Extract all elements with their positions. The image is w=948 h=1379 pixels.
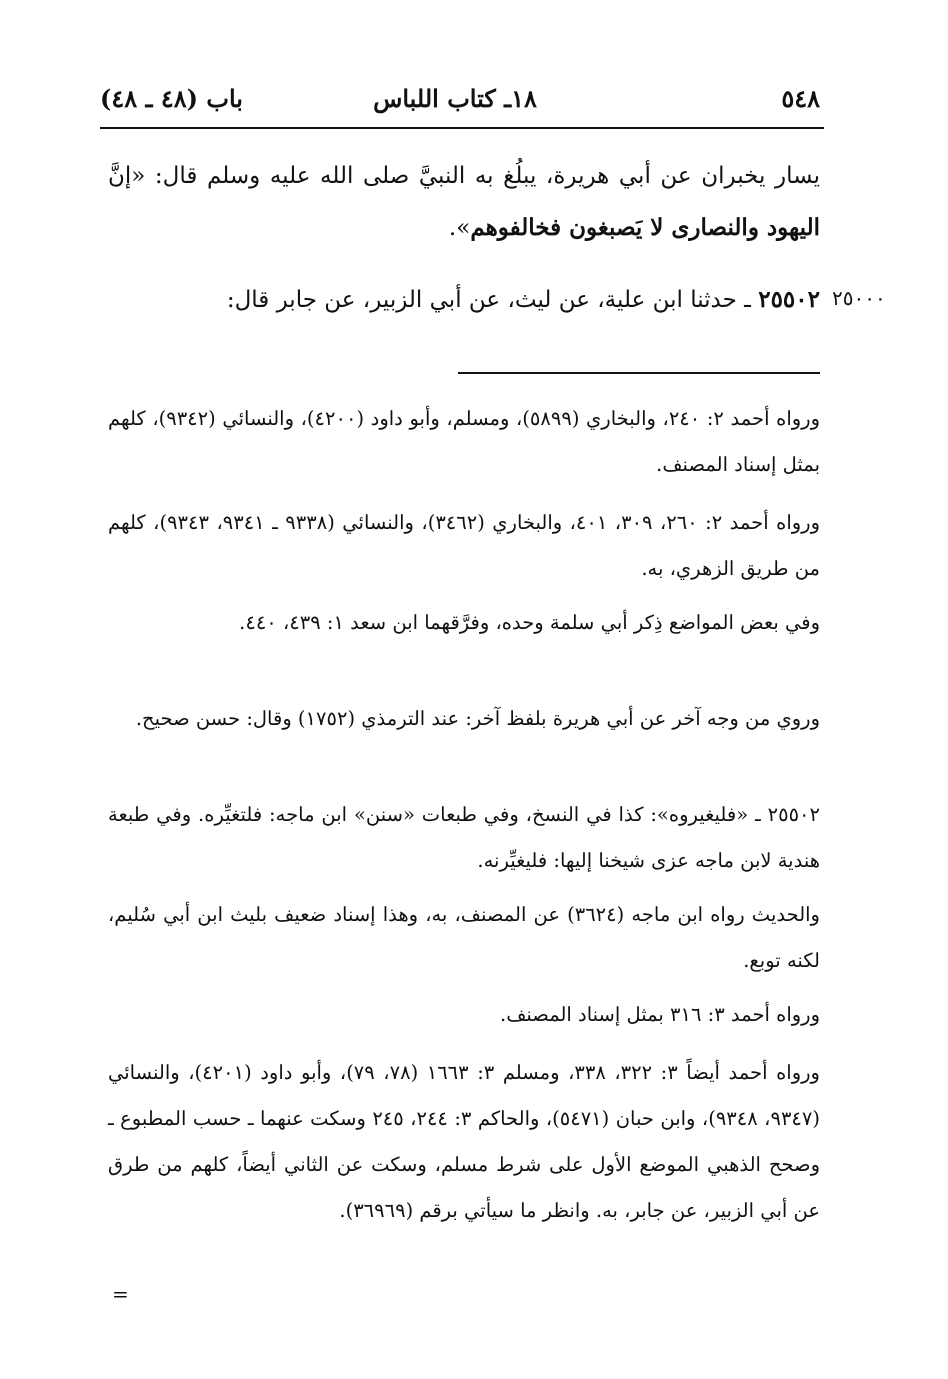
footnote-paragraph: وروي من وجه آخر عن أبي هريرة بلفظ آخر: عند الترمذي (١٧٥٢) وقال: حسن صحيح.	[135, 707, 820, 730]
chapter-label: باب (٤٨ ـ ٤٨)	[100, 84, 243, 113]
footnote-paragraph: ورواه أحمد ٢: ٢٤٠، والبخاري (٥٨٩٩)، ومسلم، وأبو داود (٤٢٠٠)، والنسائي (٩٣٤٢)، كلهم بمثل إسناد المصنف.	[108, 407, 820, 476]
page-number: ٥٤٨	[781, 84, 820, 113]
footnote-paragraph: ٢٥٥٠٢ ـ «فليغيروه»: كذا في النسخ، وفي طبعات «سنن» ابن ماجه: فلتغيِّره. وفي طبعة هندية لابن ماجه عزى شيخنا إليها: فليغيِّرنه.	[108, 803, 820, 872]
hadith-text: ـ حدثنا ابن علية، عن ليث، عن أبي الزبير، عن جابر قال:	[226, 287, 759, 313]
footnote-paragraph: ورواه أحمد أيضاً ٣: ٣٢٢، ٣٣٨، ومسلم ٣: ١٦٦٣ (٧٨، ٧٩)، وأبو داود (٤٢٠١)، والنسائي (٩٣٤٧، ٩٣٤٨)، وابن حبان (٥٤٧١)، والحاكم ٣: ٢٤٤، ٢٤٥ وسكت عنهما ـ حسب المطبوع ـ وصحح الذهبي الموضع الأول على شرط مسلم، وسكت عن الثاني أيضاً، كلهم من طرق عن أبي الزبير، عن جابر، به. وانظر ما سيأتي برقم (٣٦٩٦٩).	[108, 1061, 820, 1222]
footnote-paragraph: ورواه أحمد ٣: ٣١٦ بمثل إسناد المصنف.	[500, 1003, 820, 1026]
header-divider	[100, 127, 824, 129]
margin-number: ٢٥٠٠٠	[832, 286, 886, 310]
footnote-paragraph: ورواه أحمد ٢: ٢٦٠، ٣٠٩، ٤٠١، والبخاري (٣٤٦٢)، والنسائي (٩٣٣٨ ـ ٩٣٤١، ٩٣٤٣)، كلهم من طريق الزهري، به.	[108, 511, 821, 580]
hadith-paragraph	[108, 274, 820, 326]
main-text-plain: يسار يخبران عن أبي هريرة، يبلُغ به النبيَّ صلى الله عليه وسلم قال: «إنَّ	[108, 163, 820, 189]
footnote-divider	[458, 372, 820, 374]
main-paragraph	[108, 150, 820, 254]
book-title: ١٨ـ كتاب اللباس	[373, 84, 537, 113]
main-text-bold: اليهود والنصارى لا يَصبغون فخالفوهم	[470, 214, 820, 241]
continuation-mark: =	[112, 1282, 129, 1306]
footnote-paragraph: وفي بعض المواضع ذِكر أبي سلمة وحده، وفرَّقهما ابن سعد ١: ٤٣٩، ٤٤٠.	[239, 611, 820, 634]
hadith-number: ٢٥٥٠٢	[758, 286, 820, 313]
main-text-end: ».	[448, 215, 471, 241]
footnote-paragraph: والحديث رواه ابن ماجه (٣٦٢٤) عن المصنف، به، وهذا إسناد ضعيف بليث ابن أبي سُليم، لكنه توبع.	[108, 903, 820, 972]
page-header	[100, 84, 820, 120]
